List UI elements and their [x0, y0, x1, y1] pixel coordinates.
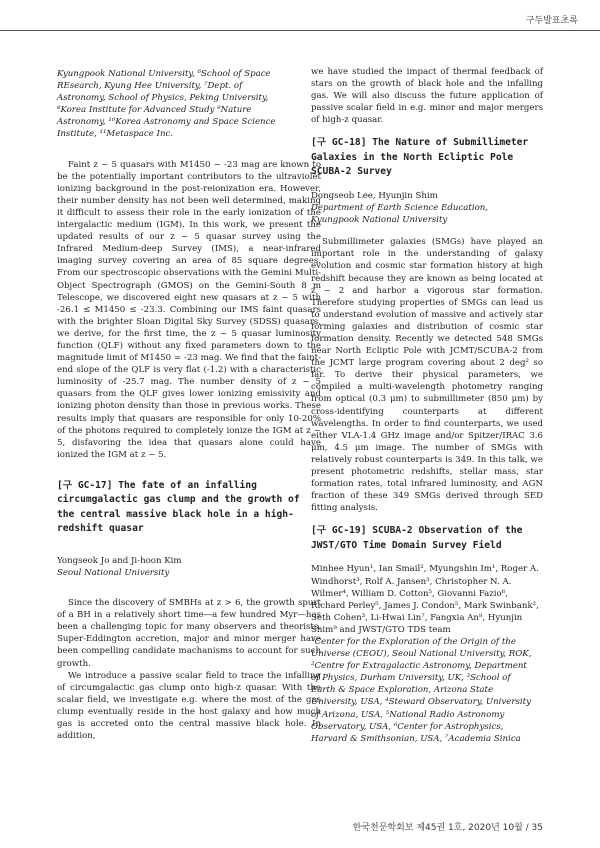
title-gc19: [구 GC-19] SCUBA-2 Observation of the JWST/GTO Time Domain Survey Field [311, 525, 523, 551]
left-column [57, 68, 321, 742]
affiliation-line: Kyungpook National University [311, 215, 448, 226]
authors-gc17: Yongseok Jo and Ji-hoon Kim [57, 555, 182, 566]
page-footer: 한국천문학회보 제45권 1호, 2020년 10월 / 35 [352, 823, 543, 833]
abstract-gc17-continued: we have studied the impact of thermal feedback of stars on the growth of black hole and the infalling gas. We will also discuss the future application of passive scalar field in e.g. minor and major mergers of high-z quasar. [311, 67, 543, 126]
affiliation-line: Kyungpook National University, ⁶School of Space [57, 69, 271, 79]
running-header: 구두발표초록 [525, 16, 578, 26]
abstract-gc18: Submillimeter galaxies (SMGs) have played an important role in the understanding of galaxy evolution and cosmic star formation history at high redshift because they are known as being located at z ~ 2 and harbor a vigorous star formation. Therefore studying properties of SMGs can lead us to understand evolution of massive and actively star forming galaxies and distribution of cosmic star formation density. Recently we detected 548 SMGs near North Ecliptic Pole with JCMT/SCUBA-2 from the JCMT large program covering about 2 deg² so far. To derive their physical parameters, we compiled a multi-wavelength photometry ranging from optical (0.3 μm) to submillimeter (850 μm) by cross-identifying counterparts at different wavelengths. In order to find counterparts, we used either VLA-1.4 GHz image and/or Spitzer/IRAC 3.6 μm, 4.5 μm image. The number of SMGs with relatively robust counterparts is 349. In this talk, we present photometric redshifts, stellar mass, star formation rates, total infrared luminosity, and AGN fraction of these 349 SMGs derived through SED fitting analysis. [311, 237, 543, 514]
affiliation-line: Harvard & Smithsonian, USA, ⁷Academia Sinica [311, 733, 521, 744]
affiliation-line: ⁸Korea Institute for Advanced Study ⁹Nature [57, 105, 252, 116]
affiliation-line: Universe (CEOU), Seoul National University, ROK, [311, 649, 532, 660]
affiliation-line: of Arizona, USA, ⁵National Radio Astronomy [311, 709, 505, 720]
affiliation-line: Institute, ¹¹Metaspace Inc. [57, 129, 174, 140]
right-column [311, 66, 543, 745]
affiliation-line: ²Centre for Extragalactic Astronomy, Department [311, 661, 527, 672]
authors-gc19: Minhee Hyun¹, Ian Smail², Myungshin Im¹, Roger A. Windhorst³, Rolf A. Jansen³, Christopher N. A. Wilmer⁴, William D. Cotton⁵, Giovanni Fazio⁶, Richard Perley⁵, James J. Condon⁵, Mark Swinbank², Seth Cohen³, Li-Hwai Lin⁷, Fangxia An⁸, Hyunjin Shim⁹ and JWST/GTO TDS team [311, 564, 539, 635]
title-gc18: [구 GC-18] The Nature of Submillimeter Galaxies in the North Ecliptic Pole SCUBA-2 Survey [311, 137, 529, 178]
affiliation-line: Astronomy, ¹⁰Korea Astronomy and Space Science [57, 117, 276, 128]
affiliation-gc17: Seoul National University [57, 568, 170, 578]
authors-gc18: Dongseob Lee, Hyunjin Shim [311, 190, 438, 201]
affiliation-line: Observatory, USA, ⁶Center for Astrophysics, [311, 721, 504, 732]
affiliation-line: Earth & Space Exploration, Arizona State [311, 685, 494, 696]
title-gc17: [구 GC-17] The fate of an infalling circumgalactic gas clump and the growth of the central massive black hole in a high-redshift quasar [57, 479, 300, 535]
abstract-gc17-p2: We introduce a passive scalar field to trace the infalling of circumgalactic gas clump onto high-z quasar. With the scalar field, we investigate e.g. where the most of the gas clump eventually reside in the host galaxy and how much gas is accreted onto the central massive black hole. In addition, [57, 670, 321, 742]
abstract-gc16: Faint z ~ 5 quasars with M1450 ~ -23 mag are known to be the potentially important contributors to the ultraviolet ionizing background in the post-reionization era. However, their number density has not been well determined, making it difficult to assess their role in the early ionization of the intergalactic medium (IGM). In this work, we present the updated results of our z ~ 5 quasar survey using the Infrared Medium-deep Survey (IMS), a near-infrared imaging survey covering an area of 85 square degrees. From our spectroscopic observations with the Gemini Multi-Object Spectrograph (GMOS) on the Gemini-South 8 m Telescope, we discovered eight new quasars at z ~ 5 with -26.1 ≤ M1450 ≤ -23.3. Combining our IMS faint quasars with the brighter Sloan Digital Sky Survey (SDSS) quasars, we derive, for the first time, the z ~ 5 quasar luminosity function (QLF) without any fixed parameters down to the magnitude limit of M1450 = -23 mag. We find that the faint-end slope of the QLF is very flat (-1.2) with a characteristic luminosity of -25.7 mag. The number density of z ~ 5 quasars from the QLF gives lower ionizing emissivity and ionizing photon density than those in previous works. These results imply that quasars are responsible for only 10-20% of the photons required to completely ionize the IGM at z ~ 5, disfavoring the idea that quasars alone could have ionized the IGM at z ~ 5. [57, 159, 321, 460]
affiliation-line: ¹Center for the Exploration of the Origin of the [311, 636, 516, 647]
affiliation-line: Astronomy, School of Physics, Peking University, [57, 93, 269, 104]
abstract-gc17-p1: Since the discovery of SMBHs at z > 6, the growth spurt of a BH in a relatively short time—a few hundred Myr—has been a challenging topic for many observers and theorists. Super-Eddington accretion, major and minor merger have been compelling candidate machanisms to account for such growth. [57, 598, 321, 669]
affiliation-line: University, USA, ⁴Steward Observatory, University [311, 697, 531, 708]
affiliation-line: REsearch, Kyung Hee University, ⁷Dept. of [57, 81, 243, 92]
affiliation-line: of Physics, Durham University, UK, ³School of [311, 673, 511, 684]
affiliation-line: Department of Earth Science Education, [311, 203, 489, 214]
header-rule [0, 30, 600, 31]
